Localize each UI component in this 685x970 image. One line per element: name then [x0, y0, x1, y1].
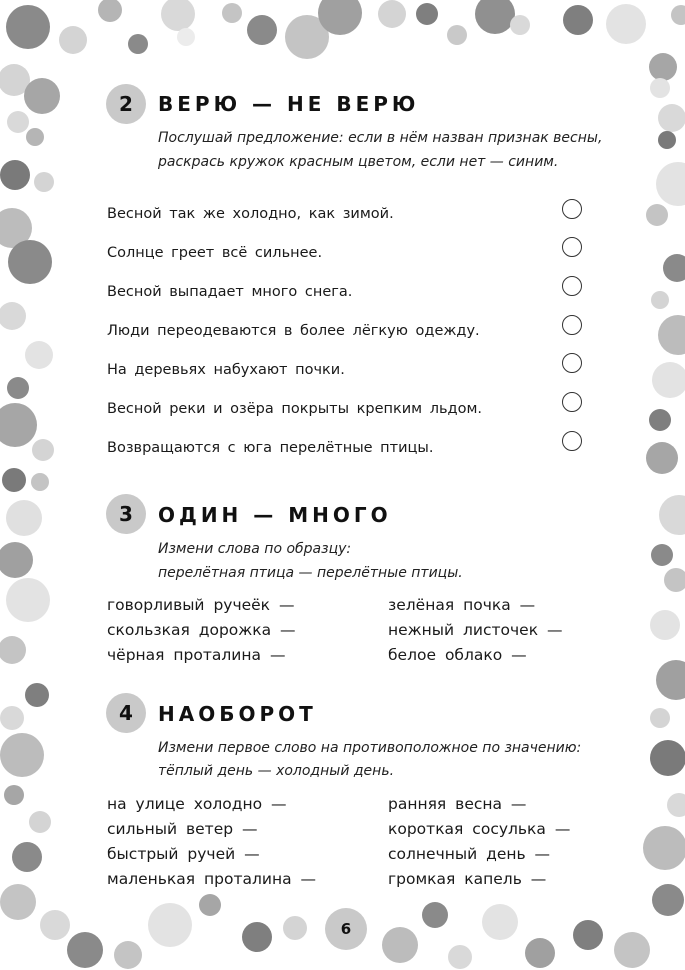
statement-text: Солнце греет всё сильнее. [107, 245, 323, 261]
instruction-line: тёплый день — холодный день. [158, 763, 395, 779]
instruction-line: Измени слова по образцу: [158, 541, 352, 557]
word-item: нежный листочек — [388, 621, 563, 639]
section-number-badge: 4 [106, 693, 146, 733]
answer-circle[interactable] [562, 276, 582, 296]
answer-circle[interactable] [562, 353, 582, 373]
word-item: чёрная проталина — [107, 646, 286, 664]
answer-circle[interactable] [562, 315, 582, 335]
word-item: маленькая проталина — [107, 870, 317, 888]
word-item: на улице холодно — [107, 795, 287, 813]
statement-text: Весной реки и озёра покрыты крепким льдом. [107, 401, 482, 417]
statement-text: Весной так же холодно, как зимой. [107, 206, 394, 222]
answer-circle[interactable] [562, 431, 582, 451]
page-number: 6 [325, 908, 367, 950]
word-item: зелёная почка — [388, 596, 536, 614]
statement-text: Возвращаются с юга перелётные птицы. [107, 440, 434, 456]
answer-circle[interactable] [562, 237, 582, 257]
word-item: скользкая дорожка — [107, 621, 296, 639]
word-item: сильный ветер — [107, 820, 258, 838]
instruction-line: Послушай предложение: если в нём назван признак весны, [158, 130, 603, 146]
statement-text: Люди переодеваются в более лёгкую одежду. [107, 323, 480, 339]
word-item: быстрый ручей — [107, 845, 260, 863]
word-item: ранняя весна — [388, 795, 527, 813]
instruction-line: Измени первое слово на противоположное по значению: [158, 740, 582, 756]
section-title: ВЕРЮ — НЕ ВЕРЮ [158, 92, 420, 116]
instruction-line: раскрась кружок красным цветом, если нет — синим. [158, 154, 559, 170]
statement-text: Весной выпадает много снега. [107, 284, 353, 300]
section-title: НАОБОРОТ [158, 702, 317, 726]
word-item: говорливый ручеёк — [107, 596, 295, 614]
instruction-line: перелётная птица — перелётные птицы. [158, 565, 463, 581]
statement-text: На деревьях набухают почки. [107, 362, 345, 378]
word-item: солнечный день — [388, 845, 551, 863]
word-item: белое облако — [388, 646, 527, 664]
word-item: короткая сосулька — [388, 820, 571, 838]
section-number-badge: 2 [106, 84, 146, 124]
answer-circle[interactable] [562, 392, 582, 412]
word-item: громкая капель — [388, 870, 547, 888]
answer-circle[interactable] [562, 199, 582, 219]
section-number-badge: 3 [106, 494, 146, 534]
section-title: ОДИН — МНОГО [158, 503, 392, 527]
